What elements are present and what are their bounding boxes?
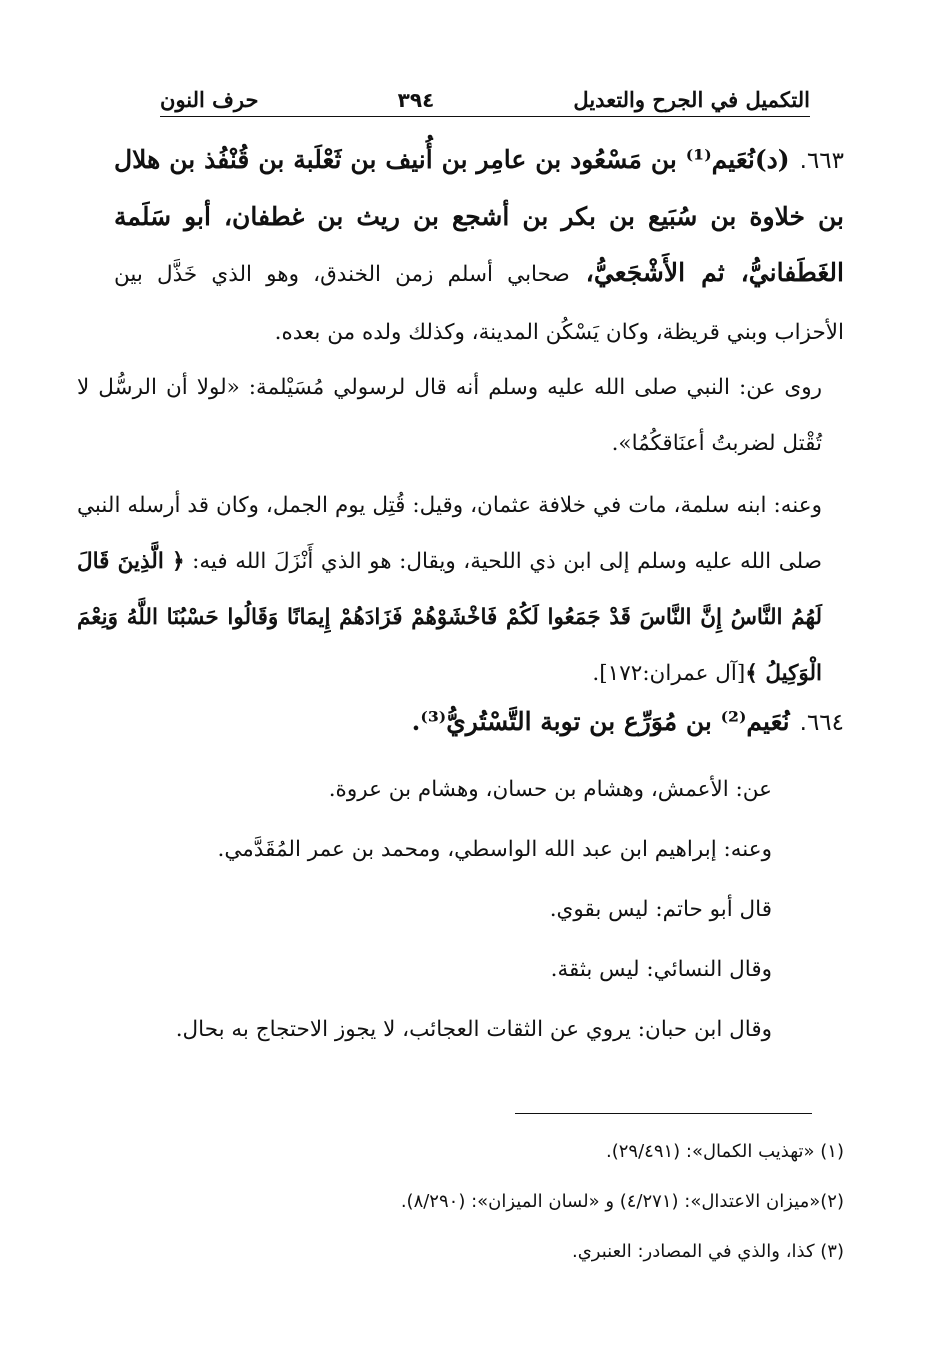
entry-664-name: نُعَيم⁽²⁾ بن مُوَرِّع بن توبة التَّسْتُريُّ⁽³⁾.: [411, 707, 790, 736]
quran-verse: ﴿ الَّذِينَ قَالَ لَهُمُ النَّاسُ إِنَّ النَّاسَ قَدْ جَمَعُوا لَكُمْ فَاخْشَوْهُمْ فَزَادَهُمْ إِيمَانًا وَقَالُوا حَسْبُنَا اللَّهُ وَنِعْمَ الْوَكِيلُ ﴾: [77, 549, 822, 686]
running-header: [160, 78, 810, 117]
entry-664-number: ٦٦٤.: [799, 710, 844, 736]
footnotes: [99, 1127, 844, 1277]
entry-664-line: عن: الأعمش، وهشام بن حسان، وهشام بن عروة.: [328, 777, 772, 802]
entry-663-name: (د)نُعَيم⁽¹⁾ بن مَسْعُود بن عامِر بن أُنيف بن ثَعْلَبة بن قُنْفُذ بن هلال بن خلاوة بن سُبَيع بن بكر بن أشجع بن ريث بن غطفان، أبو سَلَمة الغَطَفانيُّ، ثم الأَشْجَعيُّ،: [114, 145, 844, 287]
entry-663-students: [77, 478, 844, 702]
entry-663-number: ٦٦٣.: [799, 148, 844, 174]
entry-664-line: قال أبو حاتم: ليس بقوي.: [549, 897, 772, 922]
entry-663-bio: صحابي أسلم زمن الخندق، وهو الذي خَذَّل بين الأحزاب وبني قريظة، وكان يَسْكُن المدينة، وكذلك ولده من بعده.: [114, 262, 844, 345]
entry-664-line: وقال النسائي: ليس بثقة.: [550, 957, 772, 982]
entry-664-line: وعنه: إبراهيم ابن عبد الله الواسطي، ومحمد بن عمر المُقَدَّمي.: [217, 837, 772, 862]
header-section: حرف النون: [160, 87, 259, 112]
entry-664-body: [99, 760, 844, 1060]
entry-664-heading: [114, 694, 844, 751]
header-book-title: التكميل في الجرح والتعديل: [573, 87, 810, 112]
entry-664-line: وقال ابن حبان: يروي عن الثقات العجائب، لا يجوز الاحتجاج به بحال.: [175, 1017, 772, 1042]
footnote-separator: [515, 1113, 812, 1114]
footnote-1: (١) «تهذيب الكمال»: (٢٩/٤٩١).: [606, 1141, 844, 1162]
footnote-2: (٢)«ميزان الاعتدال»: (٤/٢٧١) و «لسان الميزان»: (٨/٢٩٠).: [400, 1191, 844, 1212]
header-page-number: ٣٩٤: [397, 88, 435, 112]
footnote-3: (٣) كذا، والذي في المصادر: العنبري.: [571, 1241, 844, 1262]
entry-663-heading: [114, 132, 844, 361]
entry-663-students-text: وعنه: ابنه سلمة، مات في خلافة عثمان، وقيل: قُتِل يوم الجمل، وكان قد أرسله النبي صلى الله عليه وسلم إلى ابن ذي اللحية، ويقال: هو الذي أَنْزَلَ الله فيه:: [77, 493, 822, 574]
quran-citation: [آل عمران:١٧٢].: [592, 661, 746, 686]
entry-663-narration: روى عن: النبي صلى الله عليه وسلم أنه قال لرسولي مُسَيْلمة: «لولا أن الرسُّل لا تُقْتل لضربتُ أعنَاقكُمُا».: [77, 375, 822, 456]
